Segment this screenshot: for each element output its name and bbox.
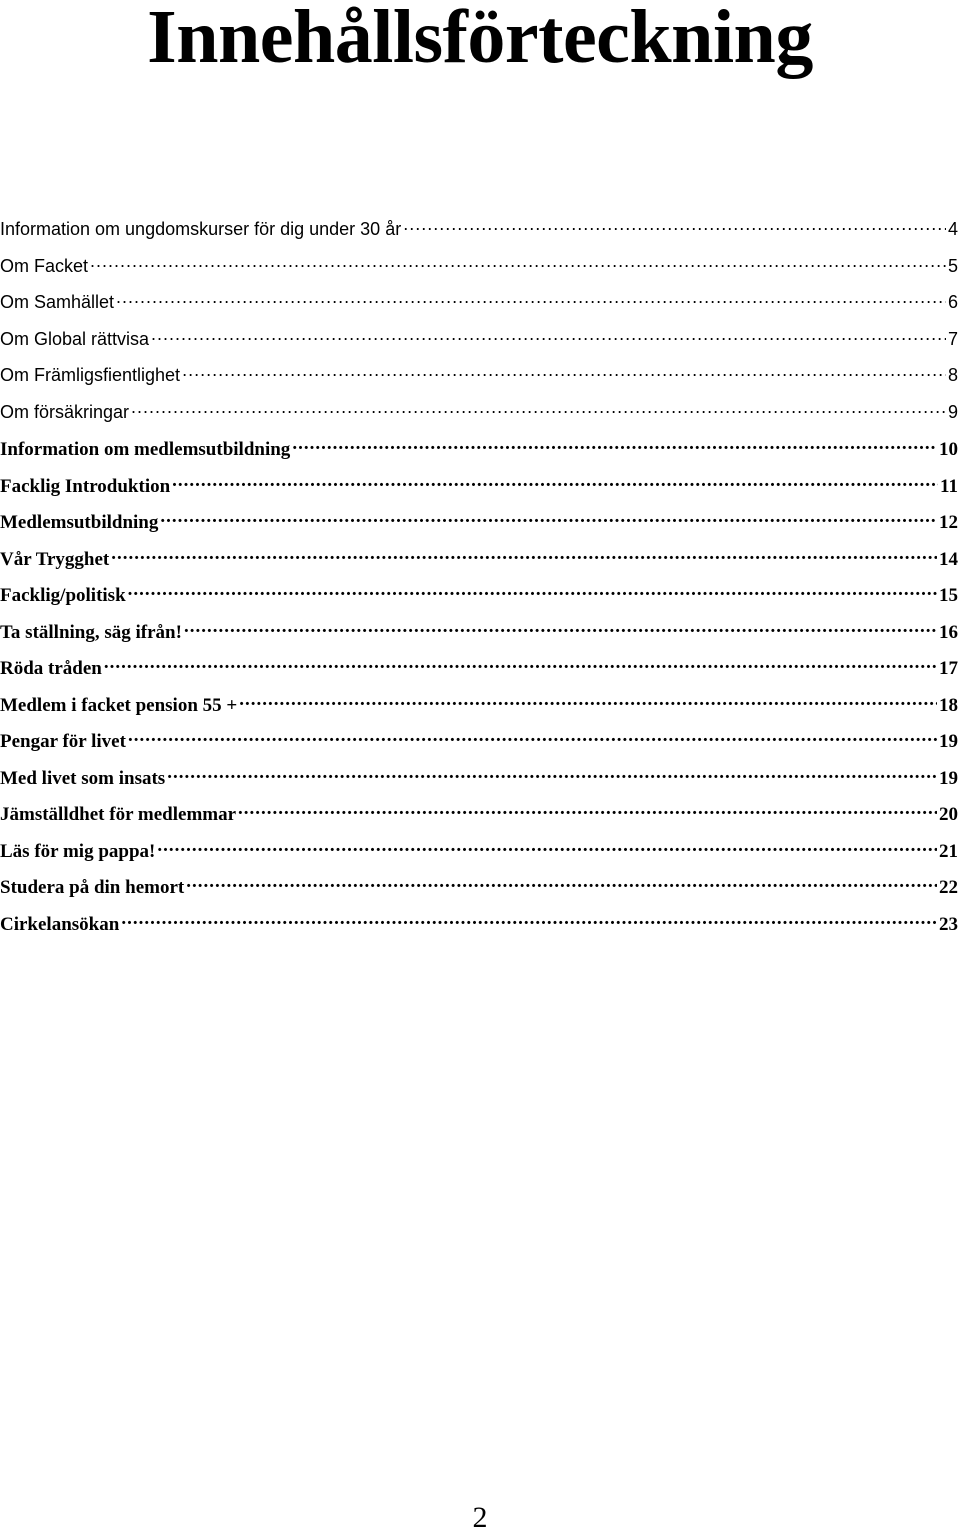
toc-entry-label: Om Samhället [0,292,115,312]
toc-entry[interactable] [0,546,958,583]
toc-entry-label: Facklig Introduktion [0,475,171,497]
toc-entry-label: Medlem i facket pension 55 + [0,694,238,716]
toc-entry-page: 18 [939,694,958,716]
toc-entry[interactable] [0,473,958,510]
toc-entry-label: Medlemsutbildning [0,512,159,533]
toc-entry[interactable] [0,436,958,473]
toc-dot-leader [403,217,946,235]
toc-entry[interactable] [0,217,958,254]
toc-entry[interactable] [0,327,958,364]
toc-entry-page: 12 [939,512,958,533]
toc-entry-label: Ta ställning, säg ifrån! [0,621,182,643]
toc-entry-page: 10 [939,439,958,460]
toc-entry-page: 4 [947,219,958,239]
toc-entry-label: Röda tråden [0,658,102,679]
toc-entry-page: 15 [939,585,958,606]
toc-entry-page: 7 [947,328,958,349]
toc-entry[interactable] [0,400,958,437]
toc-dot-leader [239,692,937,711]
toc-dot-leader [116,290,946,308]
toc-dot-leader [121,911,937,930]
toc-entry-label: Om försäkringar [0,401,130,422]
toc-entry-page: 8 [947,365,958,385]
toc-entry[interactable] [0,290,958,327]
toc-dot-leader [182,363,946,381]
toc-entry[interactable] [0,838,958,875]
toc-entry[interactable] [0,874,958,911]
toc-entry-page: 9 [947,401,958,422]
toc-entry[interactable] [0,254,958,291]
toc-dot-leader [167,765,937,784]
toc-entry-label: Om Facket [0,255,89,276]
toc-dot-leader [128,728,937,747]
toc-entry-label: Pengar för livet [0,731,126,752]
toc-entry[interactable] [0,509,958,546]
toc-dot-leader [111,546,937,565]
toc-entry-page: 23 [939,913,958,935]
toc-dot-leader [151,327,946,345]
toc-entry[interactable] [0,728,958,765]
toc-entry-page: 17 [939,658,958,679]
toc-entry-label: Information om medlemsutbildning [0,439,291,460]
toc-entry-label: Information om ungdomskurser för dig under 30 år [0,219,402,239]
toc-entry-page: 14 [939,548,958,570]
toc-dot-leader [131,400,946,418]
toc-entry[interactable] [0,911,958,948]
toc-entry[interactable] [0,619,958,656]
toc-entry-page: 22 [939,877,958,898]
toc-dot-leader [104,655,937,674]
toc-entry[interactable] [0,692,958,729]
toc-entry-label: Om Global rättvisa [0,328,150,349]
toc-entry-page: 6 [947,292,958,312]
toc-entry-page: 16 [939,621,958,643]
toc-entry-label: Cirkelansökan [0,913,120,935]
toc-dot-leader [157,838,937,857]
toc-dot-leader [186,874,937,893]
toc-dot-leader [292,436,937,455]
toc-entry[interactable] [0,363,958,400]
toc-entry[interactable] [0,655,958,692]
toc-entry-page: 20 [939,804,958,825]
toc-entry-label: Om Främligsfientlighet [0,365,181,385]
toc-entry-label: Studera på din hemort [0,877,185,898]
toc-entry[interactable] [0,801,958,838]
toc-entry-page: 19 [939,767,958,789]
toc-dot-leader [172,473,938,492]
toc-dot-leader [90,254,946,272]
toc-entry-page: 11 [940,475,958,497]
toc-dot-leader [238,801,937,820]
page-number: 2 [472,1501,488,1534]
toc-entry-label: Jämställdhet för medlemmar [0,804,237,825]
toc-entry-label: Med livet som insats [0,767,166,789]
toc-entry-label: Vår Trygghet [0,548,110,570]
toc-dot-leader [160,509,937,528]
toc-entry-page: 19 [939,731,958,752]
page-title: Innehållsförteckning [147,0,813,79]
toc-entry[interactable] [0,765,958,802]
toc-entry-label: Facklig/politisk [0,585,126,606]
toc-entry[interactable] [0,582,958,619]
toc-dot-leader [128,582,937,601]
toc-entry-page: 5 [947,255,958,276]
table-of-contents [0,217,958,947]
toc-dot-leader [184,619,937,638]
toc-entry-label: Läs för mig pappa! [0,840,156,862]
toc-entry-page: 21 [939,840,958,862]
